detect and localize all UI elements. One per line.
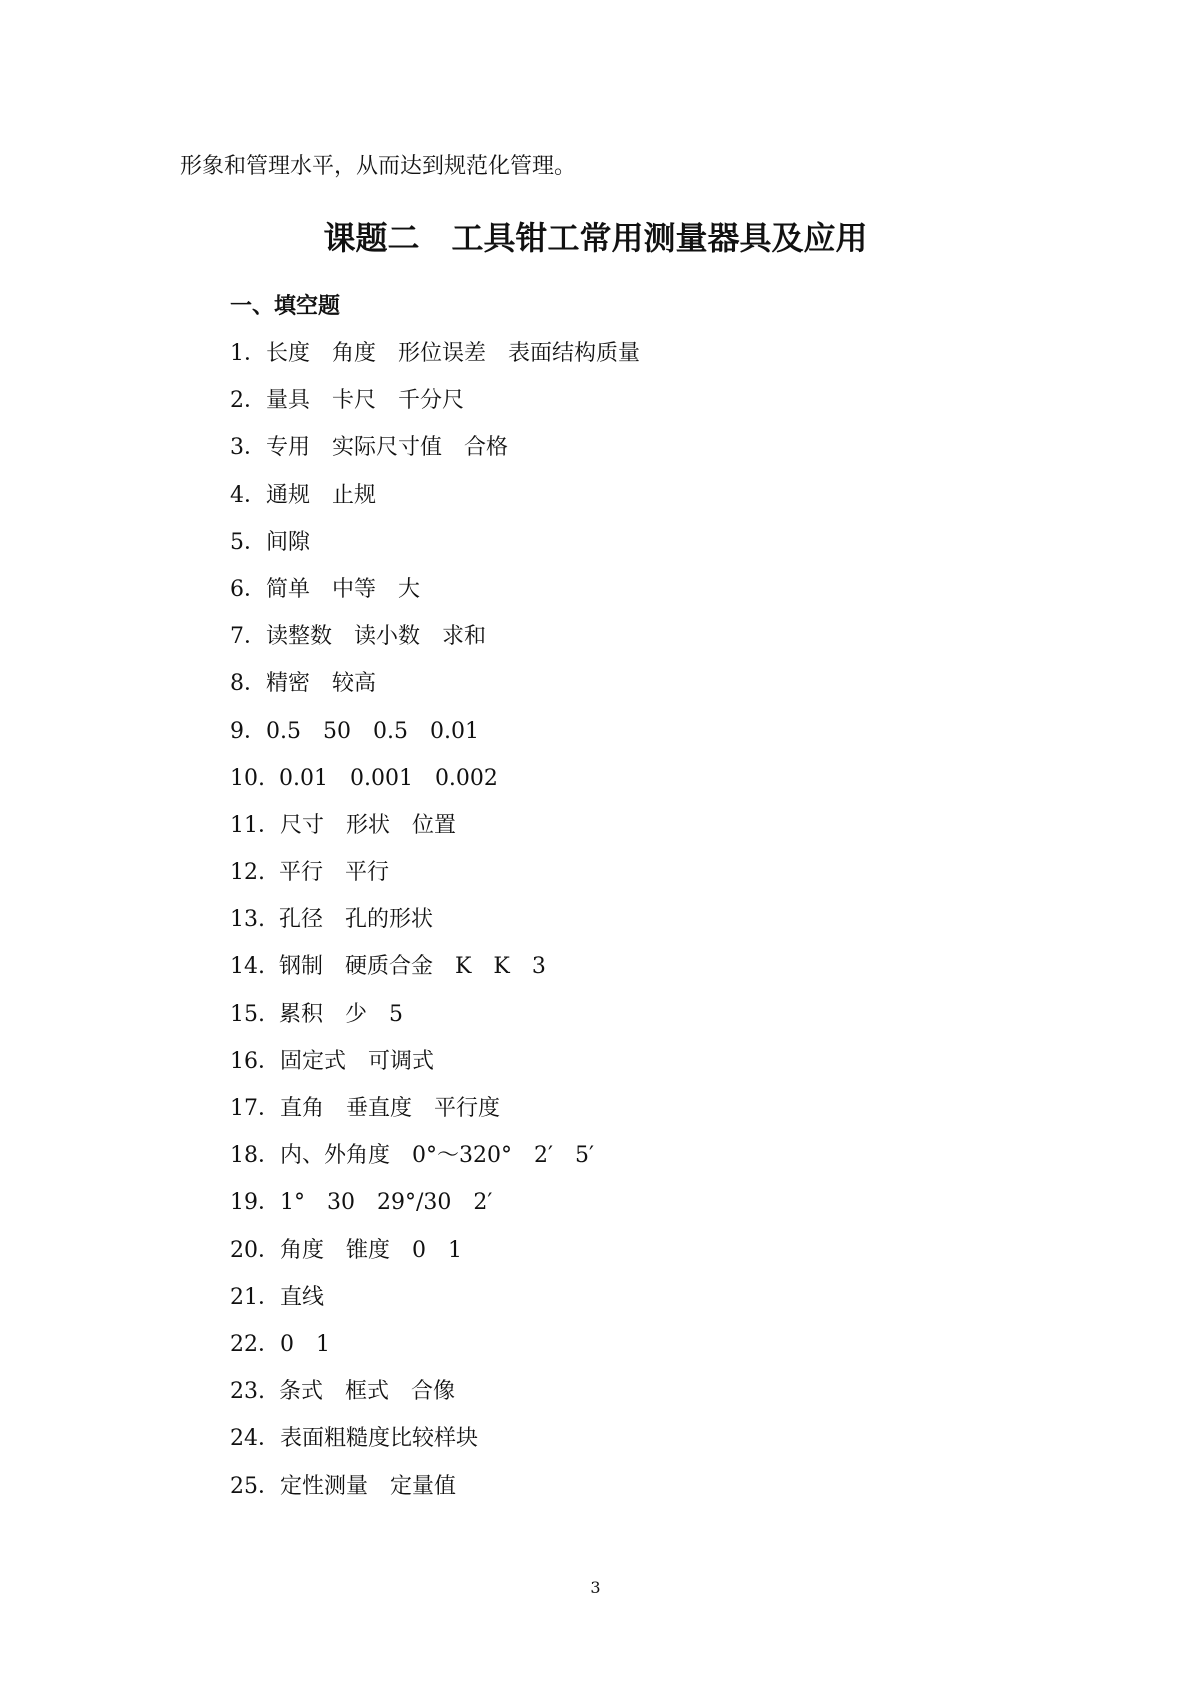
answer-item-14: 14. 钢制 硬质合金 K K 3 — [230, 954, 546, 980]
answer-item-24: 24．表面粗糙度比较样块 — [230, 1426, 478, 1452]
answer-item-17: 17．直角 垂直度 平行度 — [230, 1096, 500, 1121]
answer-item-7: 7．读整数 读小数 求和 — [230, 624, 486, 650]
page-number: 3 — [590, 1578, 601, 1597]
answer-item-6: 6．简单 中等 大 — [230, 576, 420, 602]
intro-paragraph: 形象和管理水平，从而达到规范化管理。 — [180, 154, 577, 179]
answer-item-15: 15. 累积 少 5 — [230, 1001, 403, 1027]
answer-item-19: 19．1° 30 29°/30 2′ — [230, 1190, 493, 1216]
answer-item-21: 21．直线 — [230, 1284, 324, 1310]
answer-item-5: 5．间隙 — [230, 529, 310, 555]
answer-item-20: 20．角度 锥度 0 1 — [230, 1237, 462, 1263]
answer-list — [230, 337, 640, 1517]
answer-item-16: 16．固定式 可调式 — [230, 1048, 434, 1074]
answer-item-10: 10. 0.01 0.001 0.002 — [230, 765, 498, 791]
answer-item-1: 1．长度 角度 形位误差 表面结构质量 — [230, 341, 640, 366]
answer-item-25: 25．定性测量 定量值 — [230, 1473, 456, 1499]
answer-item-12: 12. 平行 平行 — [230, 860, 389, 886]
answer-item-18: 18．内、外角度 0°～320° 2′ 5′ — [230, 1143, 594, 1169]
answer-item-2: 2．量具 卡尺 千分尺 — [230, 388, 464, 414]
answer-item-22: 22．0 1 — [230, 1331, 330, 1357]
answer-item-23: 23. 条式 框式 合像 — [230, 1379, 455, 1405]
answer-item-3: 3．专用 实际尺寸值 合格 — [230, 435, 508, 461]
answer-item-11: 11．尺寸 形状 位置 — [230, 812, 456, 838]
chapter-title: 课题二 工具钳工常用测量器具及应用 — [323, 219, 868, 257]
section-heading: 一、填空题 — [230, 294, 341, 319]
answer-item-8: 8．精密 较高 — [230, 671, 376, 697]
answer-item-4: 4．通规 止规 — [230, 482, 376, 508]
answer-item-13: 13. 孔径 孔的形状 — [230, 907, 433, 933]
answer-item-9: 9．0.5 50 0.5 0.01 — [230, 718, 479, 744]
